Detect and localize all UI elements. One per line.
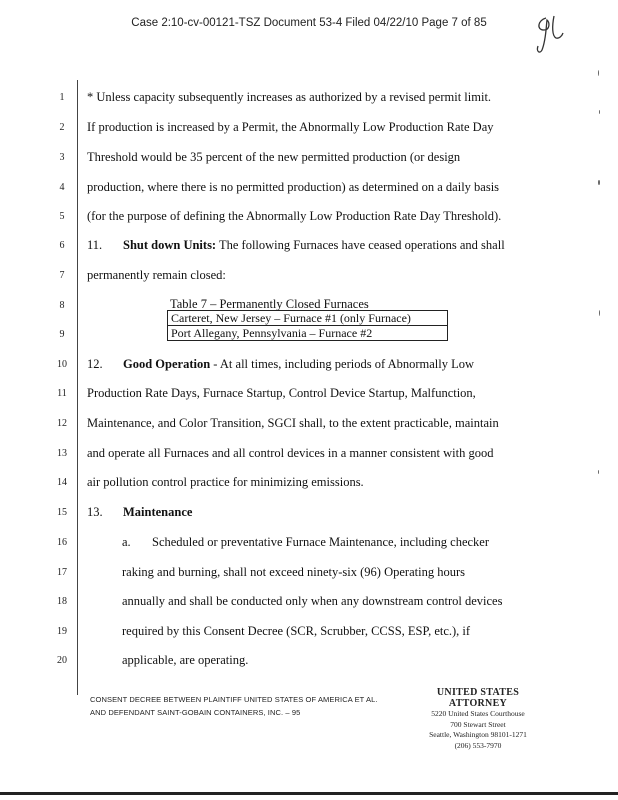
line-number: 19 [57,626,67,637]
case-header: Case 2:10-cv-00121-TSZ Document 53-4 Filed 04/22/10 Page 7 of 85 [131,17,487,29]
paragraph-number: 13. [87,505,103,519]
line-number: 1 [59,92,65,103]
paragraph-heading: Shut down Units: [123,238,217,252]
body-line: required by this Consent Decree (SCR, Scrubber, CCSS, ESP, etc.), if [122,624,471,638]
line-number: 13 [57,448,67,459]
subparagraph-a-line [122,535,562,549]
line-number: 7 [59,270,65,281]
paragraph-text: - At all times, including periods of Abnormally Low [210,357,475,371]
line-number: 8 [59,300,65,311]
body-line: * Unless capacity subsequently increases as authorized by a revised permit limit. [87,90,492,104]
line-number: 18 [57,596,67,607]
closed-furnaces-table [167,310,448,341]
line-number: 4 [59,182,65,193]
body-line: air pollution control practice for minimizing emissions. [87,475,364,489]
paragraph-number: 12. [87,357,103,371]
body-line: raking and burning, shall not exceed ninety-six (96) Operating hours [122,565,465,579]
attorney-address: 700 Stewart Street [450,719,506,729]
line-number: 6 [59,240,65,251]
line-number: 20 [57,655,67,666]
paragraph-heading: Maintenance [123,505,193,519]
footer-caption [90,693,378,719]
line-number: 3 [59,152,65,163]
table-title: Table 7 – Permanently Closed Furnaces [170,297,369,311]
line-number: 16 [57,537,67,548]
left-margin-rule [77,80,78,695]
line-number: 10 [57,359,67,370]
body-line: production, where there is no permitted production) as determined on a daily basis [87,180,500,194]
body-line: annually and shall be conducted only when any downstream control devices [122,594,503,608]
table-cell: Carteret, New Jersey – Furnace #1 (only Furnace) [168,311,448,326]
attorney-title: UNITED STATES ATTORNEY [436,687,520,709]
line-number: 2 [59,122,65,133]
subparagraph-text: Scheduled or preventative Furnace Maintenance, including checker [152,535,490,549]
paragraph-heading: Good Operation [123,357,211,371]
scan-specks [596,60,602,480]
body-line: applicable, are operating. [122,653,249,667]
body-line: (for the purpose of defining the Abnormally Low Production Rate Day Threshold). [87,209,502,223]
body-line: Threshold would be 35 percent of the new permitted production (or design [87,150,461,164]
subparagraph-label: a. [122,535,131,549]
attorney-address: 5220 United States Courthouse [431,709,525,718]
body-line: If production is increased by a Permit, the Abnormally Low Production Rate Day [87,120,494,134]
handwritten-initials [532,14,566,54]
attorney-block [408,688,548,751]
paragraph-13-line [87,505,527,519]
table-row [168,311,448,326]
attorney-phone: (206) 553-7970 [454,740,502,750]
body-line: permanently remain closed: [87,268,226,282]
body-line: and operate all Furnaces and all control devices in a manner consistent with good [87,446,494,460]
paragraph-number: 11. [87,238,103,252]
line-number: 9 [59,329,65,340]
paragraph-text: The following Furnaces have ceased operations and shall [216,238,505,252]
line-number: 11 [57,388,67,399]
line-number: 12 [57,418,67,429]
scan-bottom-edge [0,792,618,795]
table-row [168,326,448,341]
paragraph-12-line [87,357,527,371]
line-number: 5 [59,211,65,222]
attorney-address: Seattle, Washington 98101-1271 [429,730,527,739]
body-line: Production Rate Days, Furnace Startup, Control Device Startup, Malfunction, [87,386,476,400]
table-cell: Port Allegany, Pennsylvania – Furnace #2 [168,326,448,341]
footer-caption-line: CONSENT DECREE BETWEEN PLAINTIFF UNITED STATES OF AMERICA ET AL. [90,695,378,704]
line-number: 15 [57,507,67,518]
footer-caption-line: AND DEFENDANT SAINT-GOBAIN CONTAINERS, INC. – 95 [90,708,301,717]
paragraph-11-line [87,238,527,252]
line-number: 14 [57,477,67,488]
body-line: Maintenance, and Color Transition, SGCI shall, to the extent practicable, maintain [87,416,499,430]
line-number: 17 [57,567,67,578]
